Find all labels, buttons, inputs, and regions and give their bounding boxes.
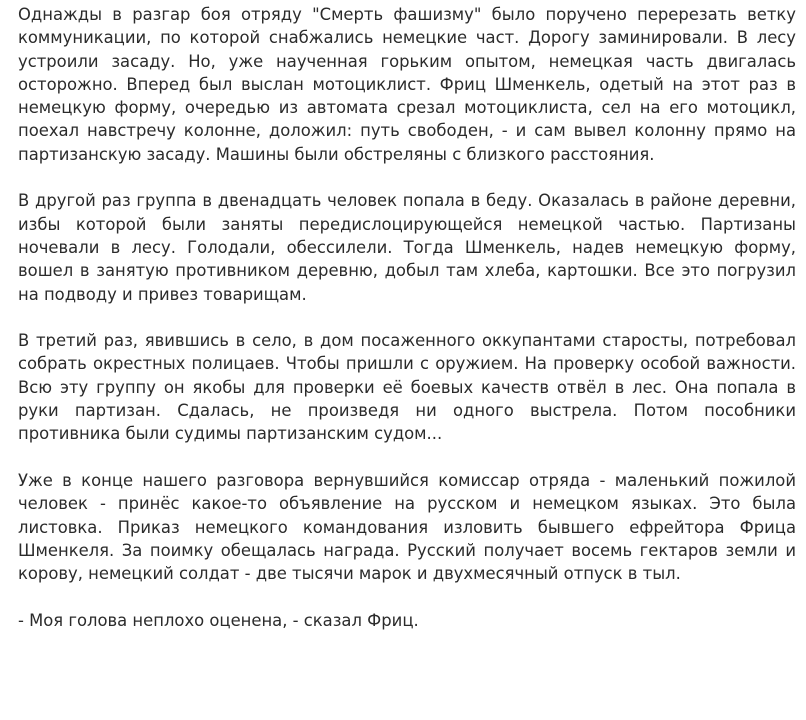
paragraph-ambush: Однажды в разгар боя отряду "Смерть фашизму" было поручено перерезать ветку коммуникации, по которой снабжались немецкие част. Дорогу заминировали. В лесу устроили засаду. Но, уже наученная горьким опытом, немецкая часть двигалась осторожно. Вперед был выслан мотоциклист. Фриц Шменкель, одетый на этот раз в немецкую форму, очередью из автомата срезал мотоциклиста, сел на его мотоцикл, поехал навстречу колонне, доложил: путь свободен, - и сам вывел колонну прямо на партизанскую засаду. Машины были обстреляны с близкого расстояния. — [18, 5, 796, 164]
paragraph-leaflet: Уже в конце нашего разговора вернувшийся комиссар отряда - маленький пожилой человек - принёс какое-то объявление на русском и немецком языках. Это была листовка. Приказ немецкого командования изловить бывшего ефрейтора Фрица Шменкеля. За поимку обещалась награда. Русский получает восемь гектаров земли и корову, немецкий солдат - две тысячи марок и двухмесячный отпуск в тыл. — [18, 470, 796, 584]
paragraph-quote: - Моя голова неплохо оценена, - сказал Фриц. — [18, 610, 419, 630]
paragraph-police-trap: В третий раз, явившись в село, в дом посаженного оккупантами старосты, потребовал собрать окрестных полицаев. Чтобы пришли с оружием. На проверку особой важности. Всю эту группу он якобы для проверки её боевых качеств отвёл в лес. Она попала в руки партизан. Сдалась, не произведя ни одного выстрела. Потом пособники противника были судимы партизанским судом... — [18, 331, 796, 444]
paragraph-village-food: В другой раз группа в двенадцать человек попала в беду. Оказалась в районе деревни, избы которой были заняты передислоцирующейся немецкой частью. Партизаны ночевали в лесу. Голодали, обессилели. Тогда Шменкель, надев немецкую форму, вошел в занятую противником деревню, добыл там хлеба, картошки. Все это погрузил на подводу и привез товарищам. — [18, 191, 796, 304]
